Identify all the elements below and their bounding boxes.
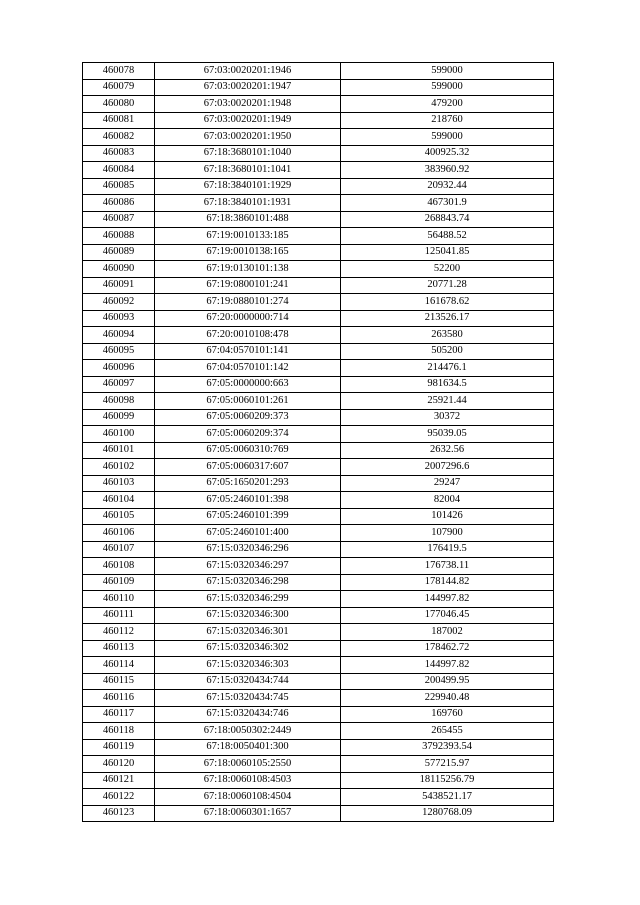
row-number-cell: 460108 (83, 558, 155, 575)
row-number-cell: 460107 (83, 541, 155, 558)
value-cell: 2007296.6 (341, 459, 554, 476)
table-row (83, 739, 554, 756)
row-number-cell: 460114 (83, 657, 155, 674)
table-row (83, 79, 554, 96)
value-cell: 101426 (341, 508, 554, 525)
cadastral-number-cell: 67:20:0000000:714 (155, 310, 341, 327)
cadastral-number-cell: 67:15:0320346:301 (155, 624, 341, 641)
value-cell: 95039.05 (341, 426, 554, 443)
value-cell: 3792393.54 (341, 739, 554, 756)
table-row (83, 789, 554, 806)
row-number-cell: 460084 (83, 162, 155, 179)
row-number-cell: 460101 (83, 442, 155, 459)
cadastral-value-table (82, 62, 554, 822)
table-row (83, 772, 554, 789)
table-row (83, 360, 554, 377)
row-number-cell: 460095 (83, 343, 155, 360)
value-cell: 56488.52 (341, 228, 554, 245)
value-cell: 268843.74 (341, 211, 554, 228)
table-body (83, 63, 554, 822)
value-cell: 229940.48 (341, 690, 554, 707)
value-cell: 2632.56 (341, 442, 554, 459)
row-number-cell: 460083 (83, 145, 155, 162)
row-number-cell: 460081 (83, 112, 155, 129)
table-row (83, 327, 554, 344)
value-cell: 29247 (341, 475, 554, 492)
table-row (83, 277, 554, 294)
cadastral-number-cell: 67:20:0010108:478 (155, 327, 341, 344)
table-row (83, 607, 554, 624)
cadastral-number-cell: 67:05:0060209:374 (155, 426, 341, 443)
row-number-cell: 460089 (83, 244, 155, 261)
table-row (83, 112, 554, 129)
value-cell: 52200 (341, 261, 554, 278)
cadastral-number-cell: 67:15:0320346:303 (155, 657, 341, 674)
cadastral-number-cell: 67:15:0320346:299 (155, 591, 341, 608)
value-cell: 178144.82 (341, 574, 554, 591)
row-number-cell: 460123 (83, 805, 155, 822)
cadastral-number-cell: 67:19:0800101:241 (155, 277, 341, 294)
row-number-cell: 460085 (83, 178, 155, 195)
value-cell: 30372 (341, 409, 554, 426)
table-row (83, 525, 554, 542)
cadastral-number-cell: 67:15:0320346:300 (155, 607, 341, 624)
cadastral-number-cell: 67:03:0020201:1949 (155, 112, 341, 129)
row-number-cell: 460112 (83, 624, 155, 641)
value-cell: 169760 (341, 706, 554, 723)
row-number-cell: 460113 (83, 640, 155, 657)
table-row (83, 376, 554, 393)
row-number-cell: 460087 (83, 211, 155, 228)
cadastral-number-cell: 67:05:2460101:399 (155, 508, 341, 525)
table-row (83, 129, 554, 146)
cadastral-number-cell: 67:18:3680101:1040 (155, 145, 341, 162)
cadastral-number-cell: 67:05:0060310:769 (155, 442, 341, 459)
value-cell: 213526.17 (341, 310, 554, 327)
value-cell: 144997.82 (341, 591, 554, 608)
value-cell: 5438521.17 (341, 789, 554, 806)
row-number-cell: 460111 (83, 607, 155, 624)
row-number-cell: 460092 (83, 294, 155, 311)
row-number-cell: 460079 (83, 79, 155, 96)
cadastral-number-cell: 67:15:0320346:296 (155, 541, 341, 558)
table-row (83, 475, 554, 492)
table-row (83, 63, 554, 80)
cadastral-number-cell: 67:05:2460101:398 (155, 492, 341, 509)
row-number-cell: 460094 (83, 327, 155, 344)
row-number-cell: 460105 (83, 508, 155, 525)
cadastral-number-cell: 67:18:3680101:1041 (155, 162, 341, 179)
cadastral-number-cell: 67:18:0060108:4503 (155, 772, 341, 789)
value-cell: 161678.62 (341, 294, 554, 311)
row-number-cell: 460100 (83, 426, 155, 443)
row-number-cell: 460103 (83, 475, 155, 492)
table-row (83, 492, 554, 509)
cadastral-number-cell: 67:04:0570101:142 (155, 360, 341, 377)
row-number-cell: 460117 (83, 706, 155, 723)
cadastral-number-cell: 67:15:0320346:297 (155, 558, 341, 575)
value-cell: 981634.5 (341, 376, 554, 393)
value-cell: 599000 (341, 63, 554, 80)
row-number-cell: 460080 (83, 96, 155, 113)
table-row (83, 162, 554, 179)
value-cell: 479200 (341, 96, 554, 113)
table-row (83, 756, 554, 773)
value-cell: 1280768.09 (341, 805, 554, 822)
row-number-cell: 460093 (83, 310, 155, 327)
value-cell: 176419.5 (341, 541, 554, 558)
value-cell: 218760 (341, 112, 554, 129)
row-number-cell: 460091 (83, 277, 155, 294)
value-cell: 125041.85 (341, 244, 554, 261)
cadastral-number-cell: 67:05:0000000:663 (155, 376, 341, 393)
table-row (83, 723, 554, 740)
table-row (83, 294, 554, 311)
table-row (83, 558, 554, 575)
row-number-cell: 460104 (83, 492, 155, 509)
cadastral-number-cell: 67:18:0060105:2550 (155, 756, 341, 773)
table-row (83, 459, 554, 476)
value-cell: 20932.44 (341, 178, 554, 195)
cadastral-number-cell: 67:03:0020201:1948 (155, 96, 341, 113)
row-number-cell: 460102 (83, 459, 155, 476)
table-row (83, 145, 554, 162)
cadastral-number-cell: 67:18:3840101:1931 (155, 195, 341, 212)
table-row (83, 690, 554, 707)
cadastral-number-cell: 67:19:0010133:185 (155, 228, 341, 245)
table-row (83, 343, 554, 360)
table-row (83, 195, 554, 212)
table-row (83, 706, 554, 723)
row-number-cell: 460086 (83, 195, 155, 212)
cadastral-number-cell: 67:18:0050302:2449 (155, 723, 341, 740)
table-row (83, 310, 554, 327)
value-cell: 177046.45 (341, 607, 554, 624)
table-row (83, 624, 554, 641)
value-cell: 599000 (341, 129, 554, 146)
value-cell: 265455 (341, 723, 554, 740)
cadastral-number-cell: 67:18:0060108:4504 (155, 789, 341, 806)
row-number-cell: 460121 (83, 772, 155, 789)
table-row (83, 508, 554, 525)
value-cell: 25921.44 (341, 393, 554, 410)
row-number-cell: 460120 (83, 756, 155, 773)
table-row (83, 409, 554, 426)
value-cell: 82004 (341, 492, 554, 509)
cadastral-number-cell: 67:15:0320434:746 (155, 706, 341, 723)
cadastral-number-cell: 67:15:0320434:744 (155, 673, 341, 690)
cadastral-number-cell: 67:19:0130101:138 (155, 261, 341, 278)
cadastral-number-cell: 67:05:0060209:373 (155, 409, 341, 426)
table-row (83, 574, 554, 591)
cadastral-number-cell: 67:19:0010138:165 (155, 244, 341, 261)
cadastral-number-cell: 67:18:3860101:488 (155, 211, 341, 228)
row-number-cell: 460118 (83, 723, 155, 740)
row-number-cell: 460088 (83, 228, 155, 245)
value-cell: 400925.32 (341, 145, 554, 162)
cadastral-number-cell: 67:15:0320346:302 (155, 640, 341, 657)
cadastral-number-cell: 67:05:1650201:293 (155, 475, 341, 492)
table-row (83, 673, 554, 690)
cadastral-number-cell: 67:04:0570101:141 (155, 343, 341, 360)
cadastral-number-cell: 67:19:0880101:274 (155, 294, 341, 311)
value-cell: 577215.97 (341, 756, 554, 773)
row-number-cell: 460110 (83, 591, 155, 608)
table-row (83, 442, 554, 459)
value-cell: 467301.9 (341, 195, 554, 212)
row-number-cell: 460116 (83, 690, 155, 707)
table-row (83, 657, 554, 674)
table-row (83, 640, 554, 657)
cadastral-number-cell: 67:18:0050401:300 (155, 739, 341, 756)
value-cell: 599000 (341, 79, 554, 96)
cadastral-number-cell: 67:18:0060301:1657 (155, 805, 341, 822)
row-number-cell: 460115 (83, 673, 155, 690)
table-row (83, 244, 554, 261)
cadastral-number-cell: 67:03:0020201:1950 (155, 129, 341, 146)
row-number-cell: 460098 (83, 393, 155, 410)
row-number-cell: 460099 (83, 409, 155, 426)
table-row (83, 261, 554, 278)
row-number-cell: 460109 (83, 574, 155, 591)
value-cell: 178462.72 (341, 640, 554, 657)
table-row (83, 96, 554, 113)
table-row (83, 211, 554, 228)
value-cell: 383960.92 (341, 162, 554, 179)
value-cell: 144997.82 (341, 657, 554, 674)
cadastral-number-cell: 67:03:0020201:1947 (155, 79, 341, 96)
table-row (83, 426, 554, 443)
cadastral-number-cell: 67:18:3840101:1929 (155, 178, 341, 195)
row-number-cell: 460106 (83, 525, 155, 542)
row-number-cell: 460122 (83, 789, 155, 806)
cadastral-number-cell: 67:15:0320434:745 (155, 690, 341, 707)
value-cell: 107900 (341, 525, 554, 542)
table-row (83, 393, 554, 410)
value-cell: 214476.1 (341, 360, 554, 377)
cadastral-number-cell: 67:05:2460101:400 (155, 525, 341, 542)
table-row (83, 228, 554, 245)
cadastral-number-cell: 67:05:0060101:261 (155, 393, 341, 410)
table-row (83, 178, 554, 195)
table-row (83, 805, 554, 822)
table-row (83, 541, 554, 558)
row-number-cell: 460119 (83, 739, 155, 756)
value-cell: 18115256.79 (341, 772, 554, 789)
cadastral-number-cell: 67:03:0020201:1946 (155, 63, 341, 80)
table-row (83, 591, 554, 608)
value-cell: 187002 (341, 624, 554, 641)
cadastral-number-cell: 67:15:0320346:298 (155, 574, 341, 591)
value-cell: 176738.11 (341, 558, 554, 575)
row-number-cell: 460082 (83, 129, 155, 146)
value-cell: 263580 (341, 327, 554, 344)
row-number-cell: 460078 (83, 63, 155, 80)
value-cell: 20771.28 (341, 277, 554, 294)
row-number-cell: 460090 (83, 261, 155, 278)
row-number-cell: 460097 (83, 376, 155, 393)
value-cell: 200499.95 (341, 673, 554, 690)
cadastral-number-cell: 67:05:0060317:607 (155, 459, 341, 476)
row-number-cell: 460096 (83, 360, 155, 377)
value-cell: 505200 (341, 343, 554, 360)
